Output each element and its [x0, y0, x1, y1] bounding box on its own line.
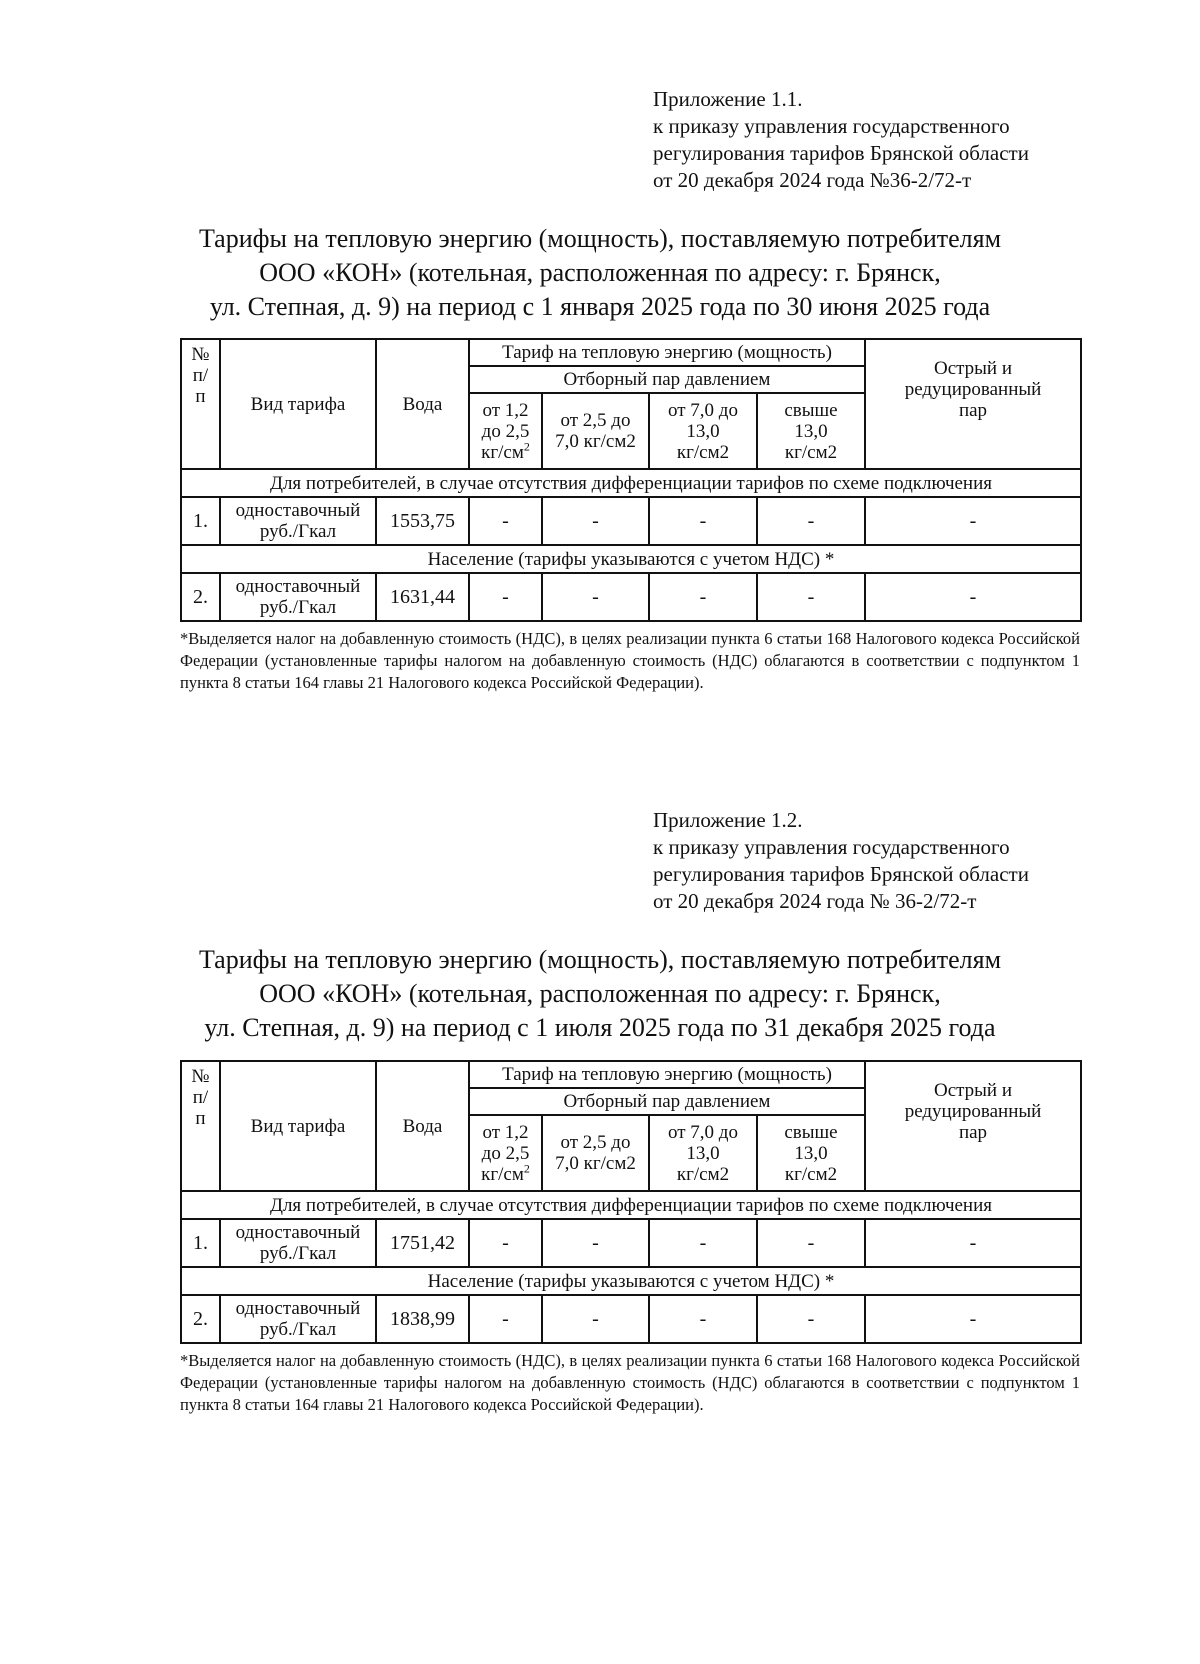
- header-sharp-steam: Острый и редуцированный пар: [865, 1061, 1081, 1191]
- table-row: [181, 573, 1081, 621]
- row-value: -: [649, 1295, 757, 1343]
- document-title-2: [150, 943, 1050, 1045]
- row-num: 2.: [181, 573, 220, 621]
- row-value: -: [649, 497, 757, 545]
- header-water: Вода: [376, 339, 469, 469]
- row-value: -: [542, 1295, 649, 1343]
- table-row: [181, 497, 1081, 545]
- row-tariff-type: одноставочный руб./Гкал: [220, 497, 376, 545]
- header-selected-steam: Отборный пар давлением: [469, 366, 865, 393]
- header-num-cell: № п/ п: [181, 1061, 220, 1191]
- header-heat-tariff: Тариф на тепловую энергию (мощность): [469, 339, 865, 366]
- row-value: -: [469, 573, 542, 621]
- row-value: -: [757, 1295, 865, 1343]
- header-selected-steam: Отборный пар давлением: [469, 1088, 865, 1115]
- table-header-row: [181, 1061, 1081, 1088]
- header-pressure-1: от 1,2 до 2,5 $кг/см^2$: [469, 393, 542, 469]
- row-value: -: [757, 573, 865, 621]
- header-tariff-type: Вид тарифа: [220, 1061, 376, 1191]
- header-pressure-4: свыше 13,0 кг/см2: [757, 393, 865, 469]
- header-pressure-3: от 7,0 до 13,0 кг/см2: [649, 393, 757, 469]
- header-tariff-type: Вид тарифа: [220, 339, 376, 469]
- row-tariff-type: одноставочный руб./Гкал: [220, 1219, 376, 1267]
- row-water-value: 1751,42: [376, 1219, 469, 1267]
- annex-order-ref: от 20 декабря 2024 года №36-2/72-т: [653, 168, 972, 192]
- row-value: -: [865, 1219, 1081, 1267]
- row-value: -: [469, 1295, 542, 1343]
- row-num: 2.: [181, 1295, 220, 1343]
- row-value: -: [542, 573, 649, 621]
- row-value: -: [865, 497, 1081, 545]
- title-line: ул. Степная, д. 9) на период с 1 июля 2025 года по 31 декабря 2025 года: [204, 1013, 996, 1042]
- header-heat-tariff: Тариф на тепловую энергию (мощность): [469, 1061, 865, 1088]
- header-pressure-1: от 1,2 до 2,5 $кг/см^2$: [469, 1115, 542, 1191]
- section-label: Для потребителей, в случае отсутствия дифференциации тарифов по схеме подключения: [181, 469, 1081, 497]
- title-line: Тарифы на тепловую энергию (мощность), поставляемую потребителям: [198, 945, 1002, 974]
- row-value: -: [649, 573, 757, 621]
- table-header-row: [181, 339, 1081, 366]
- header-pressure-2: от 2,5 до 7,0 кг/см2: [542, 393, 649, 469]
- annex-order-ref: от 20 декабря 2024 года № 36-2/72-т: [653, 889, 977, 913]
- tariff-table-1: [180, 338, 1082, 622]
- header-sharp-steam: Острый и редуцированный пар: [865, 339, 1081, 469]
- header-pressure-3: от 7,0 до 13,0 кг/см2: [649, 1115, 757, 1191]
- row-value: -: [865, 1295, 1081, 1343]
- row-value: -: [469, 1219, 542, 1267]
- vat-footnote-1: *Выделяется налог на добавленную стоимость (НДС), в целях реализации пункта 6 статьи 168 Налогового кодекса Российской Федерации (установленные тарифы налогом на добавленную стоимость (НДС) облагаются в соответствии с подпунктом 1 пункта 8 статьи 164 главы 21 Налогового кодекса Российской Федерации).: [180, 629, 1080, 692]
- vat-footnote-2: *Выделяется налог на добавленную стоимость (НДС), в целях реализации пункта 6 статьи 168 Налогового кодекса Российской Федерации (установленные тарифы налогом на добавленную стоимость (НДС) облагаются в соответствии с подпунктом 1 пункта 8 статьи 164 главы 21 Налогового кодекса Российской Федерации).: [180, 1351, 1080, 1414]
- annex-line: к приказу управления государственного: [653, 835, 1010, 859]
- row-tariff-type: одноставочный руб./Гкал: [220, 573, 376, 621]
- row-water-value: 1838,99: [376, 1295, 469, 1343]
- annex-line: к приказу управления государственного: [653, 114, 1010, 138]
- section-label: Для потребителей, в случае отсутствия дифференциации тарифов по схеме подключения: [181, 1191, 1081, 1219]
- annex-title: Приложение 1.1.: [653, 87, 803, 111]
- header-num-cell: № п/ п: [181, 339, 220, 469]
- title-line: ООО «КОН» (котельная, расположенная по адресу: г. Брянск,: [259, 979, 941, 1008]
- row-value: -: [757, 497, 865, 545]
- row-num: 1.: [181, 1219, 220, 1267]
- section-label: Население (тарифы указываются с учетом НДС) *: [181, 545, 1081, 573]
- table-section-row: [181, 1191, 1081, 1219]
- row-value: -: [542, 497, 649, 545]
- section-label: Население (тарифы указываются с учетом НДС) *: [181, 1267, 1081, 1295]
- row-water-value: 1553,75: [376, 497, 469, 545]
- annex-line: регулирования тарифов Брянской области: [653, 141, 1029, 165]
- table-section-row: [181, 545, 1081, 573]
- table-row: [181, 1295, 1081, 1343]
- row-value: -: [649, 1219, 757, 1267]
- table-section-row: [181, 1267, 1081, 1295]
- annex-title: Приложение 1.2.: [653, 808, 803, 832]
- row-num: 1.: [181, 497, 220, 545]
- row-tariff-type: одноставочный руб./Гкал: [220, 1295, 376, 1343]
- row-value: -: [542, 1219, 649, 1267]
- table-row: [181, 1219, 1081, 1267]
- header-pressure-4: свыше 13,0 кг/см2: [757, 1115, 865, 1191]
- header-pressure-2: от 2,5 до 7,0 кг/см2: [542, 1115, 649, 1191]
- title-line: Тарифы на тепловую энергию (мощность), поставляемую потребителям: [198, 224, 1002, 253]
- annex-header-1: [653, 86, 1123, 194]
- document-title-1: [150, 222, 1050, 324]
- annex-header-2: [653, 807, 1123, 915]
- row-value: -: [865, 573, 1081, 621]
- title-line: ООО «КОН» (котельная, расположенная по адресу: г. Брянск,: [259, 258, 941, 287]
- table-section-row: [181, 469, 1081, 497]
- tariff-table-2: [180, 1060, 1082, 1344]
- row-water-value: 1631,44: [376, 573, 469, 621]
- row-value: -: [757, 1219, 865, 1267]
- row-value: -: [469, 497, 542, 545]
- annex-line: регулирования тарифов Брянской области: [653, 862, 1029, 886]
- title-line: ул. Степная, д. 9) на период с 1 января 2025 года по 30 июня 2025 года: [209, 292, 991, 321]
- header-water: Вода: [376, 1061, 469, 1191]
